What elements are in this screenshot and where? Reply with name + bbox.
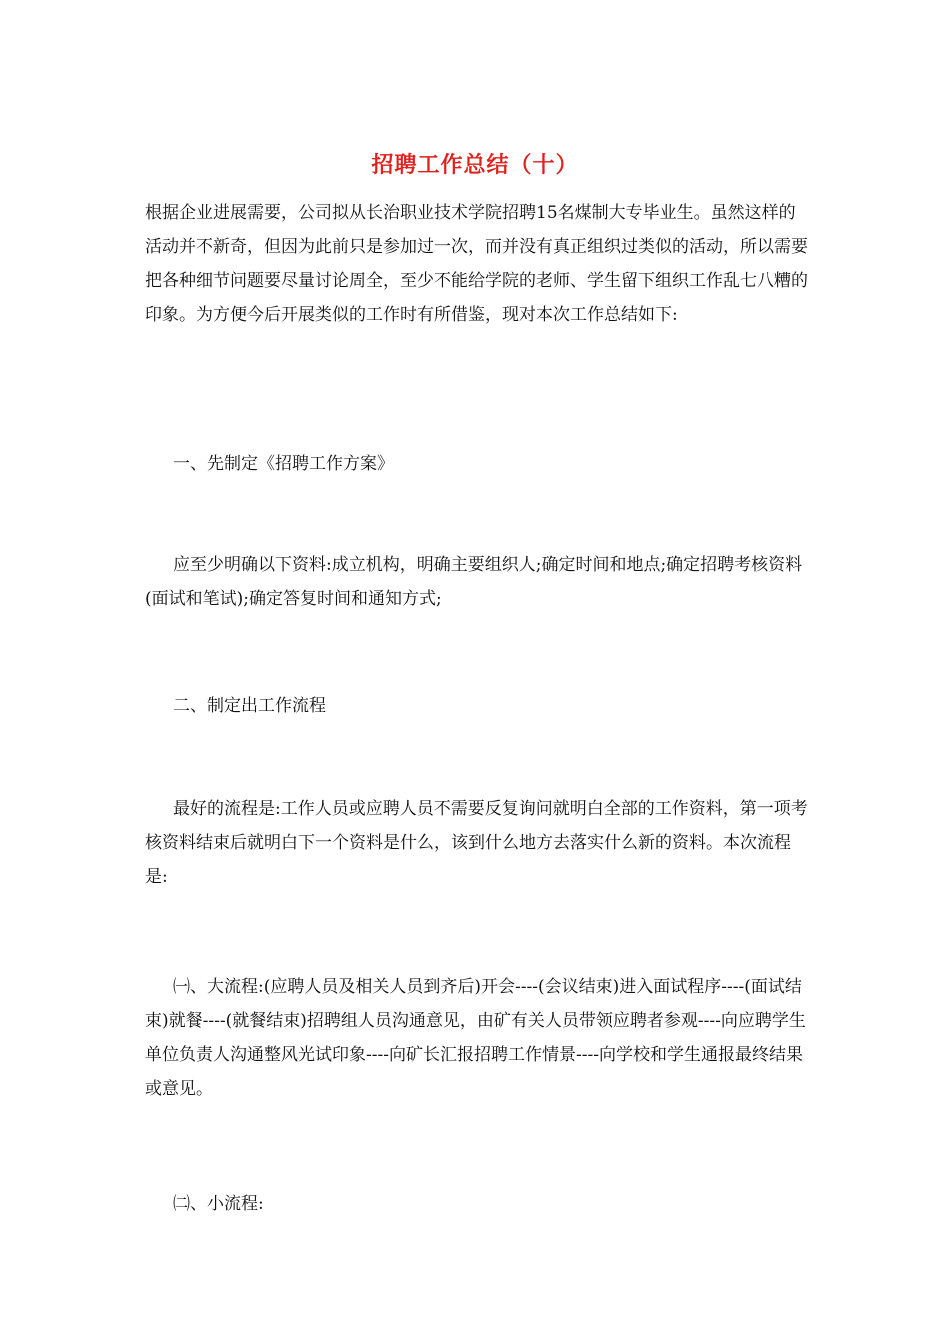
section-heading-1: 一、先制定《招聘工作方案》 xyxy=(173,454,394,474)
paragraph-main-process: ㈠、大流程:(应聘人员及相关人员到齐后)开会----(会议结束)进入面试程序----(面试结束)就餐----(就餐结束)招聘组人员沟通意见，由矿有关人员带领应聘者参观----向应聘学生单位负责人沟通整风光试印象----向矿长汇报招聘工作情景----向学校和学生通报最终结果或意见。 xyxy=(145,977,806,1099)
paragraph-plan-contents: 应至少明确以下资料:成立机构，明确主要组织人;确定时间和地点;确定招聘考核资料(面试和笔试);确定答复时间和通知方式; xyxy=(145,555,803,609)
section-heading-2: 二、制定出工作流程 xyxy=(173,696,326,716)
document-title: 招聘工作总结（十） xyxy=(371,153,579,178)
paragraph-sub-process: ㈡、小流程: xyxy=(173,1194,264,1214)
intro-paragraph: 根据企业进展需要，公司拟从长治职业技术学院招聘15名煤制大专毕业生。虽然这样的活动并不新奇，但因为此前只是参加过一次，而并没有真正组织过类似的活动，所以需要把各种细节问题要尽量讨论周全，至少不能给学院的老师、学生留下组织工作乱七八糟的印象。为方便今后开展类似的工作时有所借鉴，现对本次工作总结如下: xyxy=(145,203,808,325)
paragraph-best-process: 最好的流程是:工作人员或应聘人员不需要反复询问就明白全部的工作资料，第一项考核资料结束后就明白下一个资料是什么，该到什么地方去落实什么新的资料。本次流程是: xyxy=(145,799,808,887)
